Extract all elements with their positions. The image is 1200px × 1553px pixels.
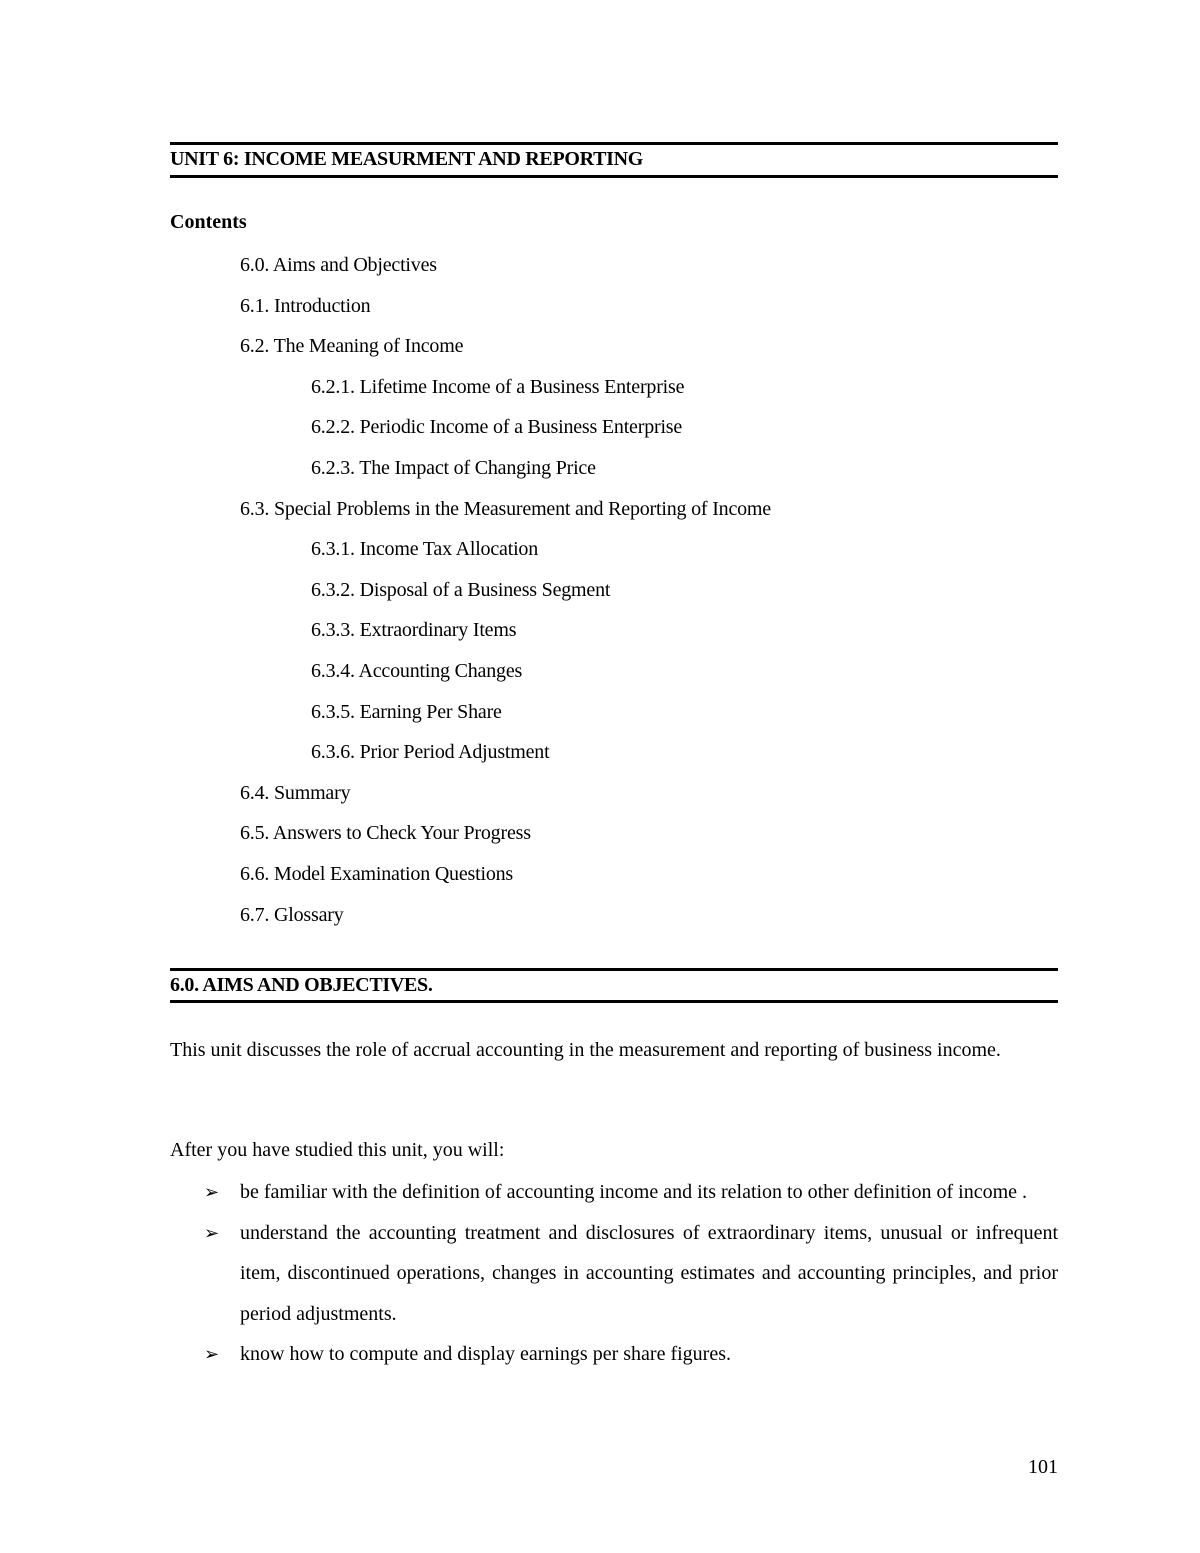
lead-in-text: After you have studied this unit, you will: [170,1139,505,1161]
toc-entry: 6.3.2. Disposal of a Business Segment [311,578,611,601]
objective-item [170,1334,1058,1375]
toc-entry: 6.0. Aims and Objectives [240,254,437,276]
toc-entry: 6.5. Answers to Check Your Progress [240,822,531,845]
objectives-list [170,1172,1058,1375]
section-top-rule [170,968,1058,971]
contents-label: Contents [170,211,247,233]
toc-entry: 6.3.4. Accounting Changes [311,659,523,682]
section-heading: 6.0. AIMS AND OBJECTIVES. [170,974,433,996]
toc-entry: 6.2.2. Periodic Income of a Business Enterprise [311,416,683,439]
objective-item [170,1172,1058,1213]
page-number: 101 [1028,1456,1058,1478]
objective-text: understand the accounting treatment and disclosures of extraordinary items, unusual or infrequent item, discontinued operations, changes in accounting estimates and accounting principles, and prior period adjustments. [240,1221,1058,1325]
toc-entry: 6.1. Introduction [240,294,371,317]
arrow-bullet-icon: ➢ [204,1344,220,1364]
toc-entry: 6.3. Special Problems in the Measurement and Reporting of Income [240,497,771,520]
section-bottom-rule [170,1000,1058,1003]
objective-text: be familiar with the definition of accounting income and its relation to other definition of income . [240,1181,1028,1203]
toc-entry: 6.2.3. The Impact of Changing Price [311,456,596,479]
arrow-bullet-icon: ➢ [204,1182,220,1202]
unit-heading: UNIT 6: INCOME MEASURMENT AND REPORTING [170,148,644,170]
arrow-bullet-icon: ➢ [204,1222,220,1243]
toc-entry: 6.6. Model Examination Questions [240,862,514,885]
toc-entry: 6.3.5. Earning Per Share [311,700,502,723]
toc-entry: 6.3.3. Extraordinary Items [311,619,517,642]
intro-paragraph: This unit discusses the role of accrual accounting in the measurement and reporting of business income. [170,1039,1001,1061]
toc-entry: 6.3.1. Income Tax Allocation [311,538,539,561]
toc-entry: 6.2. The Meaning of Income [240,335,464,358]
toc-entry: 6.4. Summary [240,781,351,804]
toc-entry: 6.3.6. Prior Period Adjustment [311,741,550,764]
heading-top-rule [170,142,1058,145]
objective-item [170,1213,1058,1335]
heading-bottom-rule [170,175,1058,178]
objective-text: know how to compute and display earnings per share figures. [240,1343,731,1365]
table-of-contents [0,250,771,940]
toc-entry: 6.7. Glossary [240,903,344,926]
toc-entry: 6.2.1. Lifetime Income of a Business Enterprise [311,375,685,398]
